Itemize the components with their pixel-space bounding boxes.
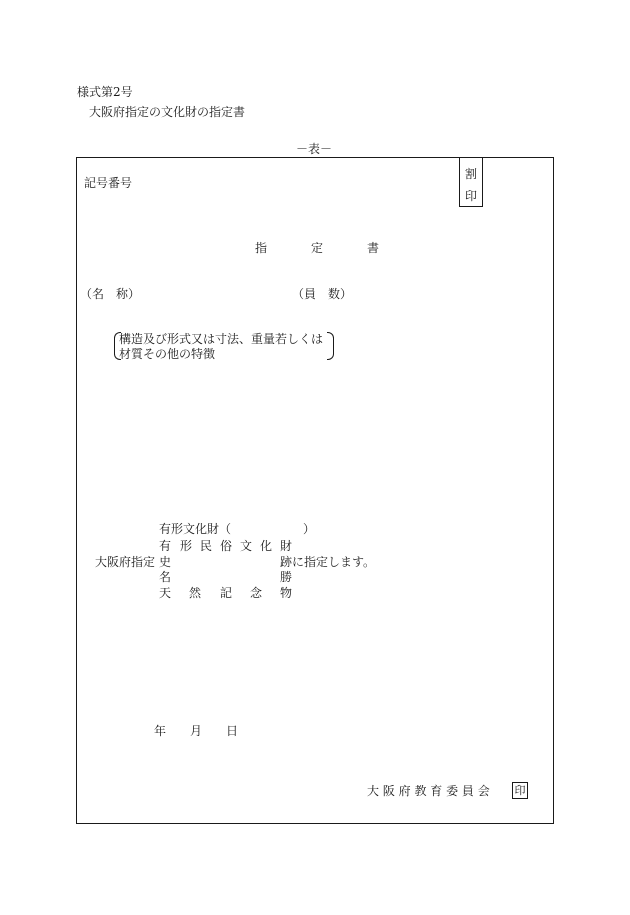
cat-row3-right: 跡 <box>280 555 293 569</box>
form-title: 大阪府指定の文化財の指定書 <box>89 105 246 119</box>
cat-row4-right: 勝 <box>280 570 293 584</box>
features-line-1: 構造及び形式又は寸法、重量若しくは <box>119 332 324 346</box>
count-label: （員 数） <box>292 287 353 301</box>
side-label: －表－ <box>296 142 333 156</box>
name-label: （名 称） <box>80 287 141 301</box>
issuer-name: 大 阪 府 教 育 委 員 会 <box>367 784 490 798</box>
features-line-2: 材質その他の特徴 <box>119 347 216 361</box>
date-year-label: 年 <box>154 724 167 738</box>
cat-row2-char-1: 有 <box>159 539 172 553</box>
category-tangible: 有形文化財（ ） <box>159 522 316 536</box>
designation-suffix: に指定します。 <box>292 555 376 569</box>
cat-row5-char-3: 記 <box>220 586 233 600</box>
record-number-label: 記号番号 <box>84 176 133 190</box>
cat-row2-char-2: 形 <box>180 539 193 553</box>
cat-row5-char-1: 天 <box>159 586 172 600</box>
seal-bottom-char: 印 <box>464 189 477 203</box>
cat-row2-char-6: 化 <box>260 539 273 553</box>
title-char-1: 指 <box>255 241 268 255</box>
split-seal-box <box>459 157 483 207</box>
certificate-frame <box>76 157 554 824</box>
cat-row5-char-2: 然 <box>189 586 202 600</box>
cat-row2-char-3: 民 <box>200 539 213 553</box>
cat-row5-char-5: 物 <box>280 586 293 600</box>
cat-row3-left: 史 <box>159 555 172 569</box>
form-number: 様式第2号 <box>77 85 133 99</box>
seal-top-char: 割 <box>464 167 477 181</box>
cat-row2-char-5: 文 <box>240 539 253 553</box>
title-char-3: 書 <box>367 241 380 255</box>
date-month-label: 月 <box>190 724 203 738</box>
cat-row2-char-4: 俗 <box>220 539 233 553</box>
cat-row2-char-7: 財 <box>280 539 293 553</box>
title-char-2: 定 <box>311 241 324 255</box>
cat-row5-char-4: 念 <box>250 586 263 600</box>
date-day-label: 日 <box>226 724 239 738</box>
issuer-stamp: 印 <box>512 782 528 799</box>
designator: 大阪府指定 <box>95 555 156 569</box>
cat-row4-left: 名 <box>159 570 172 584</box>
features-bracket-right <box>327 332 334 360</box>
